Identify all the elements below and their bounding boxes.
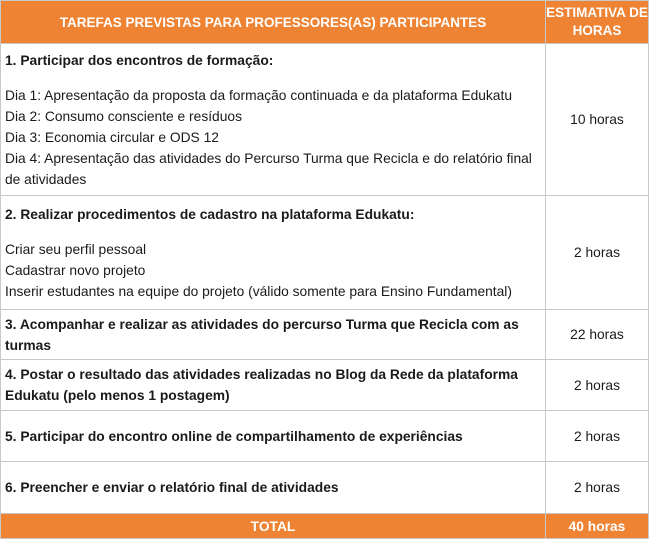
task-cell xyxy=(1,462,546,514)
task-item: Inserir estudantes na equipe do projeto (válido somente para Ensino Fundamental) xyxy=(5,283,512,299)
hours-cell: 10 horas xyxy=(546,44,649,196)
hours-cell: 22 horas xyxy=(546,310,649,360)
table-row xyxy=(1,44,649,196)
task-title: 4. Postar o resultado das atividades realizadas no Blog da Rede da plataforma Edukatu (pelo menos 1 postagem) xyxy=(5,367,518,403)
task-item: Dia 3: Economia circular e ODS 12 xyxy=(5,129,219,145)
header-tasks: TAREFAS PREVISTAS PARA PROFESSORES(AS) PARTICIPANTES xyxy=(1,1,546,44)
task-title: 6. Preencher e enviar o relatório final de atividades xyxy=(5,480,339,495)
total-hours: 40 horas xyxy=(546,514,649,539)
hours-cell: 2 horas xyxy=(546,411,649,462)
table-row xyxy=(1,196,649,310)
table-row xyxy=(1,462,649,514)
table-header-row xyxy=(1,1,649,44)
task-cell xyxy=(1,360,546,411)
hours-cell: 2 horas xyxy=(546,196,649,310)
task-title: 2. Realizar procedimentos de cadastro na plataforma Edukatu: xyxy=(5,206,415,222)
total-label: TOTAL xyxy=(1,514,546,539)
task-item: Dia 1: Apresentação da proposta da formação continuada e da plataforma Edukatu xyxy=(5,87,512,103)
table-row xyxy=(1,360,649,411)
task-title: 3. Acompanhar e realizar as atividades do percurso Turma que Recicla com as turmas xyxy=(5,316,519,353)
task-title: 1. Participar dos encontros de formação: xyxy=(5,52,274,68)
hours-cell: 2 horas xyxy=(546,462,649,514)
task-cell xyxy=(1,196,546,310)
task-cell xyxy=(1,411,546,462)
task-item: Dia 2: Consumo consciente e resíduos xyxy=(5,108,242,124)
table-row xyxy=(1,411,649,462)
task-item: Cadastrar novo projeto xyxy=(5,262,146,278)
header-hours: ESTIMATIVA DE HORAS xyxy=(546,1,649,44)
table-row xyxy=(1,310,649,360)
task-title: 5. Participar do encontro online de compartilhamento de experiências xyxy=(5,428,463,444)
hours-cell: 2 horas xyxy=(546,360,649,411)
total-row xyxy=(1,514,649,539)
task-cell xyxy=(1,310,546,360)
task-item: Criar seu perfil pessoal xyxy=(5,241,147,257)
task-item: Dia 4: Apresentação das atividades do Percurso Turma que Recicla e do relatório final de atividades xyxy=(5,150,532,187)
task-cell xyxy=(1,44,546,196)
